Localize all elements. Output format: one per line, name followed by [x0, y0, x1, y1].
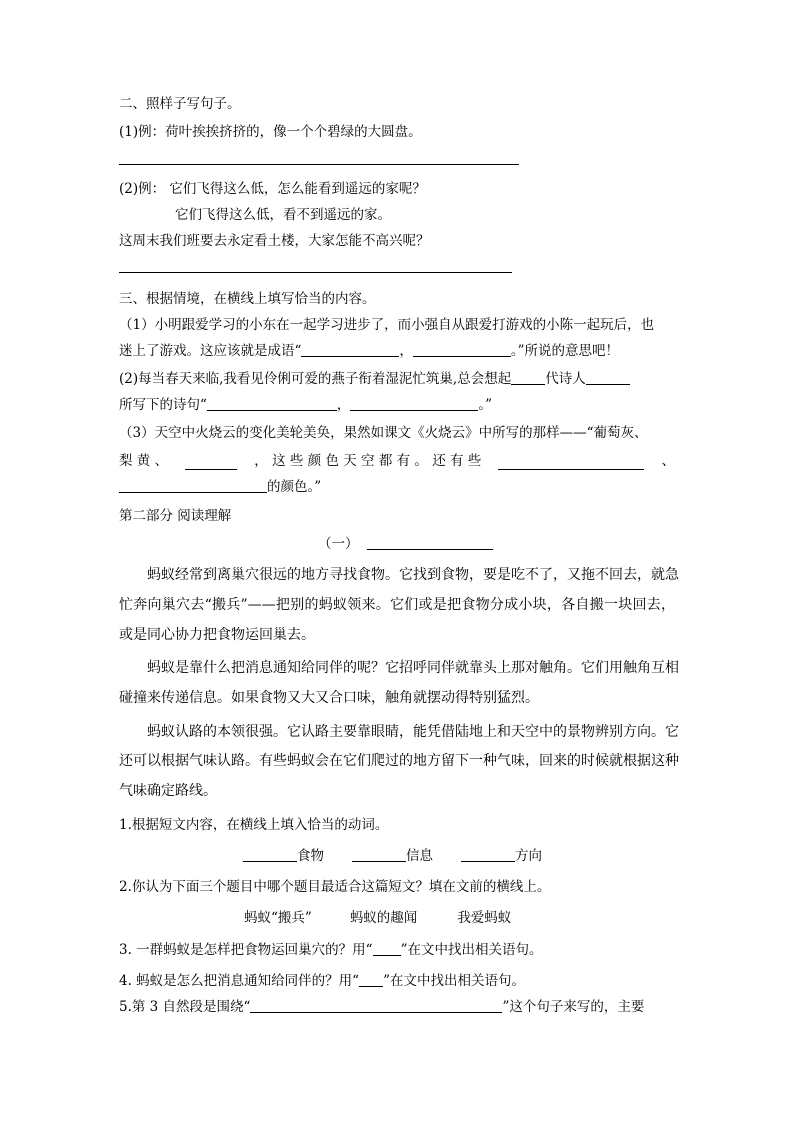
s3-q3-text-b: ， 这 些 颜 色 天 空 都 有 。 还 有 些: [254, 453, 482, 469]
question-4: [119, 972, 525, 990]
example2-a: (2)例： 它们飞得这么低，怎么能看到遥远的家呢？: [119, 181, 426, 197]
s3-q2-text-d: ，: [336, 397, 351, 413]
passage-title-blank[interactable]: [367, 535, 493, 550]
question-5: [119, 998, 644, 1016]
title-option-3[interactable]: 我爱蚂蚁: [457, 910, 512, 926]
question-1: 1.根据短文内容，在横线上填入恰当的动词。: [119, 817, 389, 833]
color-blank-2[interactable]: [498, 455, 644, 470]
q5-text-b: ”这个句子来写的，主要: [502, 999, 645, 1015]
example2-question: 这周末我们班要去永定看土楼，大家怎能不高兴呢？: [119, 233, 430, 249]
title-option-1[interactable]: 蚂蚁“搬兵”: [244, 910, 312, 926]
s3-q3-line1: （3）天空中火烧云的变化美轮美奂，果然如课文《火烧云》中所写的那样——“葡萄灰、: [119, 425, 648, 441]
para2-line2: 碰撞来传递信息。如果食物又大又合口味，触角就摆动得特别猛烈。: [119, 690, 539, 706]
para1-line3: 或是同心协力把食物运回巢去。: [119, 627, 315, 643]
verb-word-3: 方向: [515, 848, 542, 864]
verb-blank-2[interactable]: [352, 847, 406, 862]
s3-q2-text-e: 。”: [478, 397, 493, 413]
dynasty-blank[interactable]: [511, 370, 545, 385]
q3-mark-blank: [373, 941, 401, 956]
answer-line-2[interactable]: [119, 272, 512, 273]
s3-q2-line1: [119, 370, 630, 388]
para3-line1: 蚂蚁认路的本领很强。它认路主要靠眼睛，能凭借陆地上和天空中的景物辨别方向。它: [147, 724, 679, 740]
title-options-row: [244, 909, 511, 927]
verb-blank-1[interactable]: [243, 847, 297, 862]
idiom-blank-1[interactable]: [301, 342, 399, 357]
s3-q3-text-d: 的颜色。”: [267, 479, 322, 495]
s3-q2-text-b: 代诗人: [545, 371, 586, 387]
para2-line1: 蚂蚁是靠什么把消息通知给同伴的呢？它招呼同伴就靠头上那对触角。它们用触角互相: [147, 660, 679, 676]
section3-title: 三、根据情境，在横线上填写恰当的内容。: [119, 291, 376, 307]
q4-mark-blank: [359, 972, 383, 987]
s3-q1-text-a: 迷上了游戏。这应该就是成语“: [119, 343, 302, 359]
s3-q1-text-b: ，: [399, 343, 413, 359]
s3-q1-line2: [119, 342, 619, 360]
poet-blank[interactable]: [586, 370, 630, 385]
para1-line1: 蚂蚁经常到离巢穴很远的地方寻找食物。它找到食物，要是吃不了，又拖不回去，就急: [147, 567, 679, 583]
poem-blank-2[interactable]: [350, 396, 478, 411]
title-option-2[interactable]: 蚂蚁的趣闻: [349, 910, 418, 926]
q5-text-a: 5.第 3 自然段是围绕“: [119, 999, 251, 1015]
s3-q3-line3: [119, 478, 321, 496]
s3-q1-text-c: 。”所说的意思吧！: [510, 343, 620, 359]
para1-line2: 忙奔向巢穴去“搬兵”——把别的蚂蚁领来。它们或是把食物分成小块，各自搬一块回去，: [119, 597, 675, 613]
question-2: 2.你认为下面三个题目中哪个题目最适合这篇短文？填在文前的横线上。: [119, 879, 551, 895]
s3-q3-text-c: 、: [661, 453, 675, 469]
s3-q3-text-a: 梨 黄 、: [119, 453, 169, 469]
passage-label: （一）: [318, 536, 359, 552]
q4-text-a: 4. 蚂蚁是怎么把消息通知给同伴的？用“: [119, 973, 360, 989]
verb-blank-3[interactable]: [461, 847, 515, 862]
s3-q2-text-c: 所写下的诗句“: [119, 397, 207, 413]
verb-word-2: 信息: [406, 848, 433, 864]
color-blank-1[interactable]: [185, 455, 237, 470]
s3-q1-line1: （1）小明跟爱学习的小东在一起学习进步了，而小强自从跟爱打游戏的小陈一起玩后，也: [119, 317, 655, 333]
color-blank-3[interactable]: [119, 478, 267, 493]
para3-line2: 还可以根据气味认路。有些蚂蚁会在它们爬过的地方留下一种气味，回来的时候就根据这种: [119, 753, 679, 769]
s3-q2-text-a: (2)每当春天来临,我看见伶俐可爱的燕子衔着湿泥忙筑巢,总会想起: [119, 371, 512, 387]
para3-line3: 气味确定路线。: [119, 783, 217, 799]
verb-word-1: 食物: [297, 848, 324, 864]
example1: (1)例：荷叶挨挨挤挤的，像一个个碧绿的大圆盘。: [119, 124, 422, 140]
poem-blank-1[interactable]: [207, 396, 337, 411]
example2-b: 它们飞得这么低，看不到遥远的家。: [175, 207, 391, 223]
q4-text-b: ”在文中找出相关语句。: [383, 973, 525, 989]
s3-q3-line2: [119, 452, 675, 470]
answer-line-1[interactable]: [119, 164, 519, 165]
passage-title-line: [318, 535, 493, 553]
verb-fill-row: [243, 847, 542, 865]
section2-title: 二、照样子写句子。: [119, 96, 241, 112]
q3-text-b: ”在文中找出相关语句。: [400, 942, 543, 958]
q5-sentence-blank[interactable]: [250, 998, 502, 1013]
q3-text-a: 3. 一群蚂蚁是怎样把食物运回巢穴的？用“: [119, 942, 373, 958]
s3-q2-line2: [119, 396, 492, 414]
part2-title: 第二部分 阅读理解: [119, 508, 232, 524]
question-3: [119, 941, 542, 959]
idiom-blank-2[interactable]: [413, 342, 511, 357]
